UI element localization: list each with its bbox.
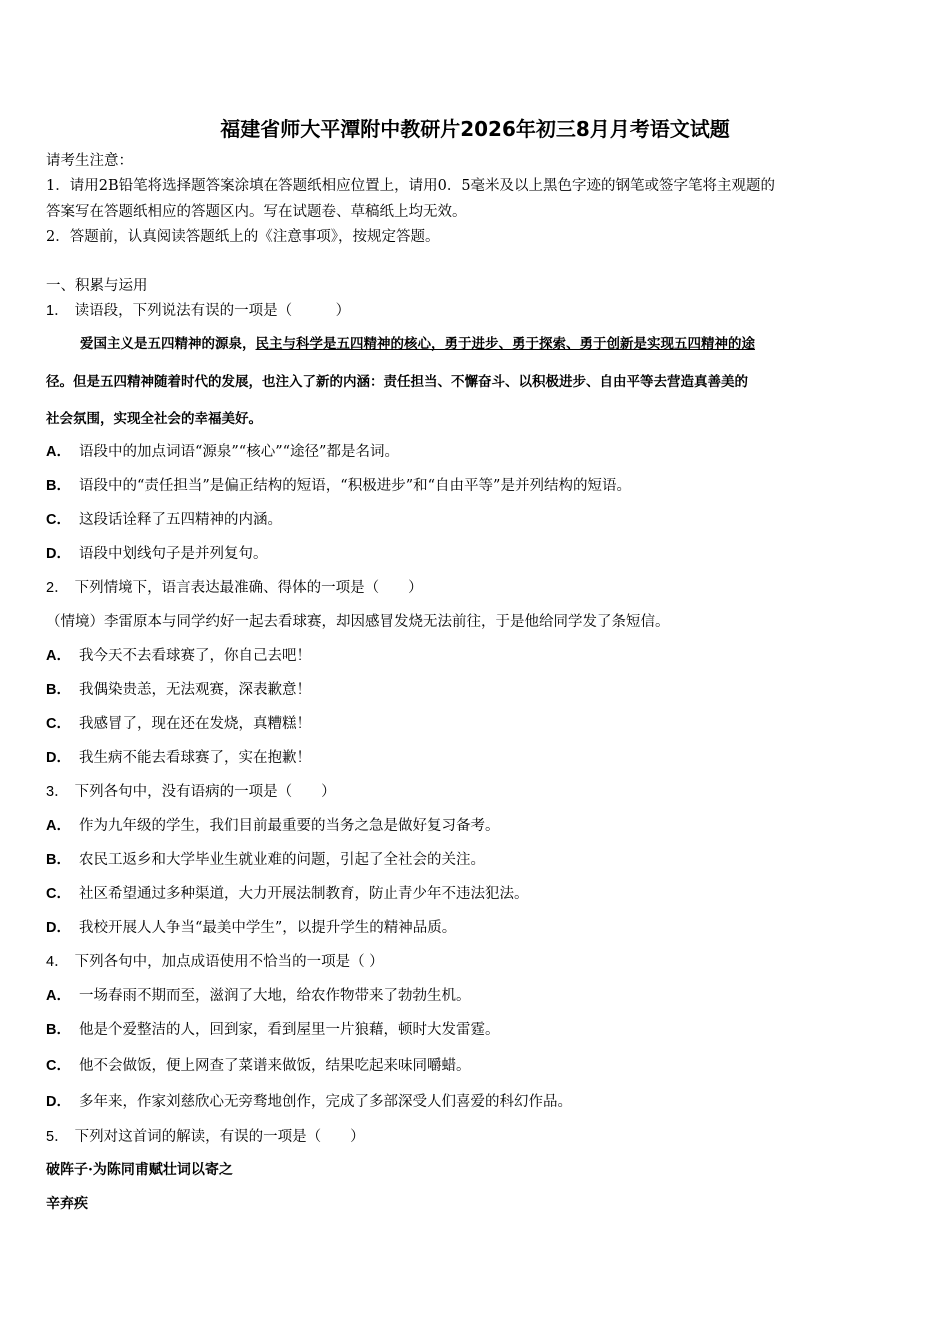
notice-item1-line2: 答案写在答题纸相应的答题区内。写在试题卷、草稿纸上均无效。 bbox=[46, 204, 467, 220]
q4-option-b bbox=[46, 1020, 499, 1040]
q2-option-d bbox=[46, 748, 311, 768]
option-text: 这段话诠释了五四精神的内涵。 bbox=[78, 512, 282, 528]
q1-passage-line1-a: 爱国主义是五四精神的源泉， bbox=[80, 336, 256, 352]
q4-stem bbox=[46, 952, 384, 972]
option-letter: C． bbox=[46, 886, 71, 902]
option-letter: A． bbox=[46, 818, 71, 834]
option-letter: B． bbox=[46, 1022, 71, 1038]
option-text: 作为九年级的学生，我们目前最重要的当务之急是做好复习备考。 bbox=[78, 818, 500, 834]
option-text: 语段中的“责任担当”是偏正结构的短语，“积极进步”和“自由平等”是并列结构的短语。 bbox=[78, 478, 631, 494]
option-text: 我今天不去看球赛了，你自己去吧！ bbox=[78, 648, 311, 664]
option-text: 多年来，作家刘慈欣心无旁骛地创作，完成了多部深受人们喜爱的科幻作品。 bbox=[78, 1094, 572, 1110]
q3-number: 3． bbox=[46, 784, 69, 800]
option-text: 一场春雨不期而至，滋润了大地，给农作物带来了勃勃生机。 bbox=[78, 988, 471, 1004]
q1-option-c bbox=[46, 510, 282, 530]
option-letter: D． bbox=[46, 750, 71, 766]
q1-option-b bbox=[46, 476, 631, 496]
q1-stem bbox=[46, 301, 350, 321]
q1-stem-text: 读语段，下列说法有误的一项是（ ） bbox=[74, 303, 351, 319]
option-text: 他不会做饭，便上网查了菜谱来做饭，结果吃起来味同嚼蜡。 bbox=[78, 1058, 471, 1074]
q4-option-d bbox=[46, 1092, 572, 1112]
poem-author: 辛弃疾 bbox=[46, 1196, 88, 1212]
q1-number: 1． bbox=[46, 303, 69, 319]
q2-stem-text: 下列情境下，语言表达最准确、得体的一项是（ ） bbox=[74, 580, 423, 596]
q2-number: 2． bbox=[46, 580, 69, 596]
q3-option-a bbox=[46, 816, 499, 836]
option-text: 农民工返乡和大学毕业生就业难的问题，引起了全社会的关注。 bbox=[78, 852, 485, 868]
q3-stem bbox=[46, 782, 336, 802]
q4-option-c bbox=[46, 1056, 470, 1076]
q3-option-c bbox=[46, 884, 528, 904]
page-title: 福建省师大平潭附中教研片2026年初三8月月考语文试题 bbox=[220, 117, 730, 141]
option-letter: A． bbox=[46, 648, 71, 664]
q1-passage-line2: 径。但是五四精神随着时代的发展，也注入了新的内涵：责任担当、不懈奋斗、以积极进步、自由平等去营造真善美的 bbox=[46, 374, 748, 390]
option-text: 他是个爱整洁的人，回到家，看到屋里一片狼藉，顿时大发雷霆。 bbox=[78, 1022, 500, 1038]
option-letter: B． bbox=[46, 682, 71, 698]
option-text: 语段中划线句子是并列复句。 bbox=[78, 546, 268, 562]
option-letter: C． bbox=[46, 512, 71, 528]
q1-passage-line1 bbox=[80, 334, 755, 354]
option-text: 我校开展人人争当“最美中学生”，以提升学生的精神品质。 bbox=[78, 920, 457, 936]
option-letter: A． bbox=[46, 444, 71, 460]
option-letter: B． bbox=[46, 852, 71, 868]
q3-stem-text: 下列各句中，没有语病的一项是（ ） bbox=[74, 784, 336, 800]
option-letter: A． bbox=[46, 988, 71, 1004]
option-text: 我生病不能去看球赛了，实在抱歉！ bbox=[78, 750, 311, 766]
q1-passage-line3: 社会氛围，实现全社会的幸福美好。 bbox=[46, 411, 262, 427]
q2-option-c bbox=[46, 714, 311, 734]
option-letter: D． bbox=[46, 920, 71, 936]
option-text: 我感冒了，现在还在发烧，真糟糕！ bbox=[78, 716, 311, 732]
q2-context: （情境）李雷原本与同学约好一起去看球赛，却因感冒发烧无法前往，于是他给同学发了条短信。 bbox=[46, 614, 670, 630]
q1-passage-underlined-2: 勇于进步、勇于探索、勇于创新是实现五四精神的途 bbox=[444, 336, 755, 352]
notice-header: 请考生注意： bbox=[46, 153, 133, 169]
option-letter: C． bbox=[46, 1058, 71, 1074]
option-letter: D． bbox=[46, 1094, 71, 1110]
option-text: 社区希望通过多种渠道，大力开展法制教育，防止青少年不违法犯法。 bbox=[78, 886, 529, 902]
q2-stem bbox=[46, 578, 423, 598]
option-letter: B． bbox=[46, 478, 71, 494]
poem-title: 破阵子·为陈同甫赋壮词以寄之 bbox=[46, 1162, 233, 1178]
q1-passage-underlined-1: 民主与科学是五四精神的核心， bbox=[255, 336, 445, 352]
option-letter: D． bbox=[46, 546, 71, 562]
q5-number: 5． bbox=[46, 1129, 69, 1145]
option-text: 我偶染贵恙，无法观赛，深表歉意！ bbox=[78, 682, 311, 698]
q3-option-d bbox=[46, 918, 456, 938]
section-heading: 一、积累与运用 bbox=[46, 278, 148, 294]
notice-item1-line1: 1．请用2B铅笔将选择题答案涂填在答题纸相应位置上，请用0．5毫米及以上黑色字迹的钢笔或签字笔将主观题的 bbox=[46, 178, 776, 194]
q5-stem bbox=[46, 1127, 365, 1147]
q2-option-b bbox=[46, 680, 311, 700]
q4-number: 4． bbox=[46, 954, 69, 970]
q4-stem-text: 下列各句中，加点成语使用不恰当的一项是（ ） bbox=[74, 954, 384, 970]
q3-option-b bbox=[46, 850, 485, 870]
option-text: 语段中的加点词语“源泉”“核心”“途径”都是名词。 bbox=[78, 444, 399, 460]
q1-option-a bbox=[46, 442, 399, 462]
q1-option-d bbox=[46, 544, 267, 564]
q2-option-a bbox=[46, 646, 311, 666]
option-letter: C． bbox=[46, 716, 71, 732]
notice-item2: 2．答题前，认真阅读答题纸上的《注意事项》，按规定答题。 bbox=[46, 229, 440, 245]
q4-option-a bbox=[46, 986, 470, 1006]
q5-stem-text: 下列对这首词的解读，有误的一项是（ ） bbox=[74, 1129, 365, 1145]
